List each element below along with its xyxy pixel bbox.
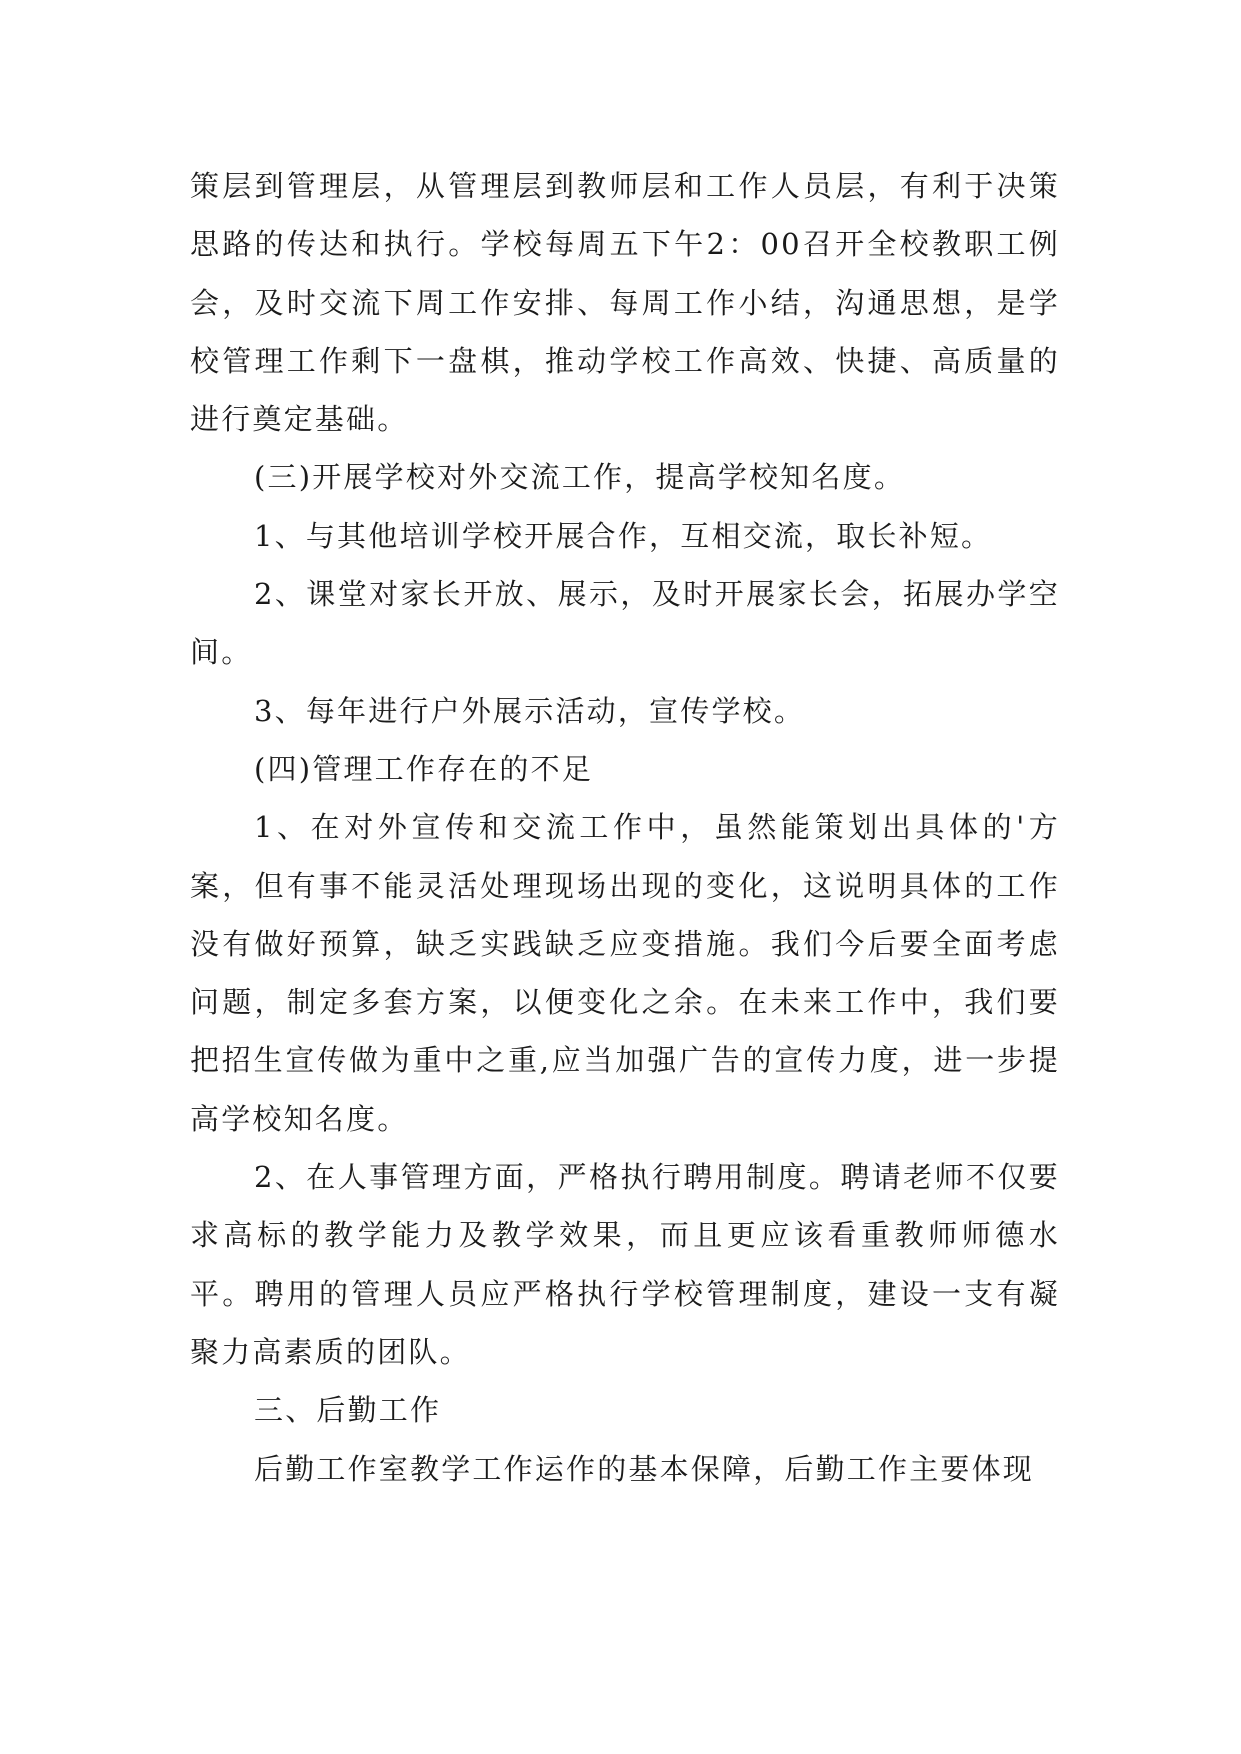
paragraph-item-personnel: 2、在人事管理方面，严格执行聘用制度。聘请老师不仅要求高标的教学能力及教学效果，而且更应该看重教师师德水平。聘用的管理人员应严格执行学校管理制度，建设一支有凝聚力高素质的团队。 (190, 1160, 1060, 1369)
paragraph-heading-external-exchange: (三)开展学校对外交流工作，提高学校知名度。 (254, 460, 906, 495)
paragraph-item-open-classroom: 2、课堂对家长开放、展示，及时开展家长会，拓展办学空间。 (190, 577, 1060, 670)
document-body (190, 157, 1060, 1498)
paragraph-item-cooperation: 1、与其他培训学校开展合作，互相交流，取长补短。 (254, 518, 993, 553)
paragraph-item-publicity: 1、在对外宣传和交流工作中，虽然能策划出具体的'方案，但有事不能灵活处理现场出现的变化，这说明具体的工作没有做好预算，缺乏实践缺乏应变措施。我们今后要全面考虑问题，制定多套方案，以便变化之余。在未来工作中，我们要把招生宣传做为重中之重,应当加强广告的宣传力度，进一步提高学校知名度。 (190, 810, 1060, 1136)
paragraph-heading-shortcomings: (四)管理工作存在的不足 (254, 751, 594, 786)
paragraph-continued-decision-layers: 策层到管理层，从管理层到教师层和工作人员层，有利于决策思路的传达和执行。学校每周五下午2：00召开全校教职工例会，及时交流下周工作安排、每周工作小结，沟通思想，是学校管理工作剩下一盘棋，推动学校工作高效、快捷、高质量的进行奠定基础。 (190, 169, 1060, 437)
paragraph-item-outdoor-activity: 3、每年进行户外展示活动，宣传学校。 (254, 693, 806, 728)
paragraph-heading-logistics: 三、后勤工作 (254, 1393, 442, 1428)
paragraph-logistics-intro: 后勤工作室教学工作运作的基本保障，后勤工作主要体现 (254, 1451, 1035, 1486)
